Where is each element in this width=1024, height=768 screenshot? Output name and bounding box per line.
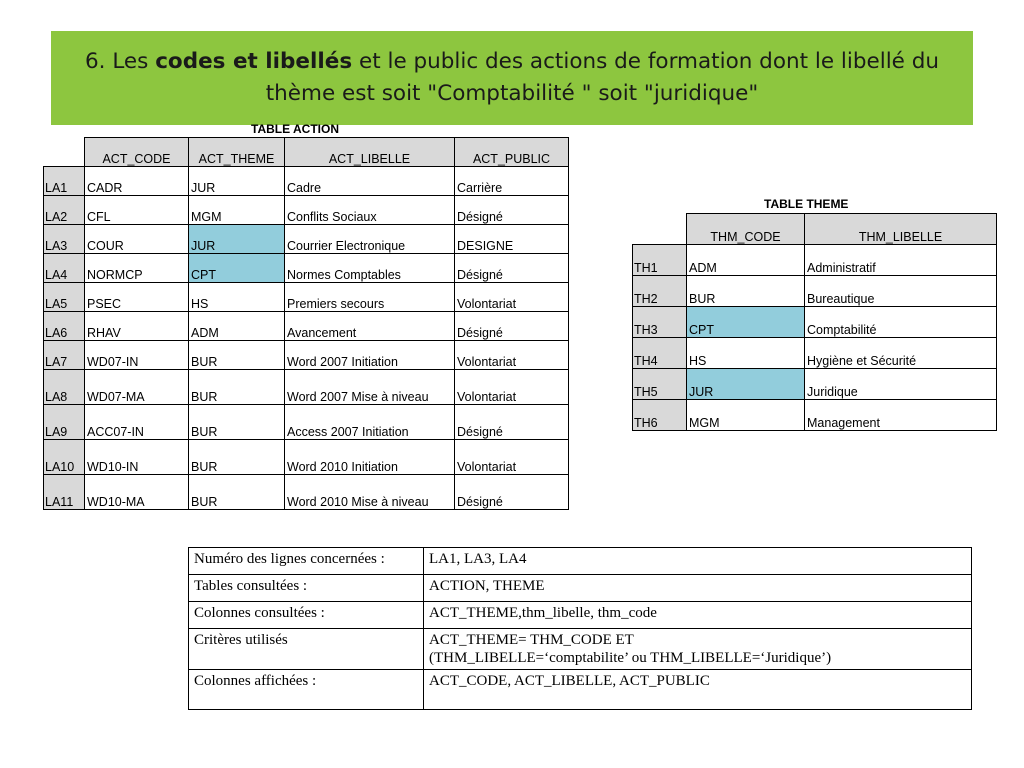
thm-code-cell: MGM (687, 400, 805, 431)
act-code-header: ACT_CODE (85, 138, 189, 167)
act-public-cell: Volontariat (455, 440, 569, 475)
act-libelle-header: ACT_LIBELLE (285, 138, 455, 167)
summary-row (189, 575, 972, 602)
theme-row (633, 400, 997, 431)
action-row (44, 254, 569, 283)
theme-row-id-cell: TH6 (633, 400, 687, 431)
act-theme-header: ACT_THEME (189, 138, 285, 167)
thm-code-cell: CPT (687, 307, 805, 338)
act-code-cell: PSEC (85, 283, 189, 312)
thm-code-cell: JUR (687, 369, 805, 400)
action-row (44, 283, 569, 312)
act-theme-cell: BUR (189, 405, 285, 440)
summary-label: Colonnes affichées : (189, 670, 424, 710)
action-table-caption: TABLE ACTION (251, 122, 339, 136)
act-public-cell: Désigné (455, 475, 569, 510)
summary-value (424, 575, 972, 602)
page-title (51, 46, 973, 110)
act-public-cell: Volontariat (455, 283, 569, 312)
theme-row (633, 307, 997, 338)
summary-value (424, 670, 972, 710)
summary-label: Critères utilisés (189, 629, 424, 670)
act-theme-cell: BUR (189, 370, 285, 405)
theme-table (632, 213, 997, 431)
act-libelle-cell: Premiers secours (285, 283, 455, 312)
title-banner (51, 31, 973, 125)
title-bold: codes et libellés (155, 49, 353, 74)
row-id-cell: LA4 (44, 254, 85, 283)
act-libelle-cell: Word 2007 Mise à niveau (285, 370, 455, 405)
summary-value-line: ACT_CODE, ACT_LIBELLE, ACT_PUBLIC (429, 673, 710, 689)
summary-value-line: ACT_THEME,thm_libelle, thm_code (429, 605, 657, 621)
act-libelle-cell: Avancement (285, 312, 455, 341)
summary-value (424, 548, 972, 575)
row-id-cell: LA8 (44, 370, 85, 405)
thm-code-cell: BUR (687, 276, 805, 307)
summary-value-line: (THM_LIBELLE=‘comptabilite’ ou THM_LIBELLE=‘Juridique’) (429, 650, 832, 666)
summary-row (189, 670, 972, 710)
act-code-cell: WD10-IN (85, 440, 189, 475)
act-public-cell: Carrière (455, 167, 569, 196)
act-public-header: ACT_PUBLIC (455, 138, 569, 167)
act-libelle-cell: Word 2007 Initiation (285, 341, 455, 370)
act-libelle-cell: Normes Comptables (285, 254, 455, 283)
action-row (44, 225, 569, 254)
summary-label: Numéro des lignes concernées : (189, 548, 424, 575)
theme-row-id-cell: TH1 (633, 245, 687, 276)
row-id-cell: LA3 (44, 225, 85, 254)
act-theme-cell: MGM (189, 196, 285, 225)
act-theme-cell: ADM (189, 312, 285, 341)
act-theme-cell: JUR (189, 167, 285, 196)
summary-value-line: ACTION, THEME (429, 578, 545, 594)
act-theme-cell: HS (189, 283, 285, 312)
act-code-cell: RHAV (85, 312, 189, 341)
theme-corner-cell (633, 214, 687, 245)
summary-value (424, 629, 972, 670)
summary-label: Colonnes consultées : (189, 602, 424, 629)
act-libelle-cell: Word 2010 Mise à niveau (285, 475, 455, 510)
act-libelle-cell: Cadre (285, 167, 455, 196)
summary-row (189, 629, 972, 670)
act-public-cell: Désigné (455, 312, 569, 341)
act-libelle-cell: Conflits Sociaux (285, 196, 455, 225)
summary-label: Tables consultées : (189, 575, 424, 602)
summary-row (189, 548, 972, 575)
act-public-cell: Volontariat (455, 370, 569, 405)
summary-value (424, 602, 972, 629)
act-public-cell: Désigné (455, 196, 569, 225)
title-prefix: 6. Les (84, 49, 156, 74)
act-code-cell: CFL (85, 196, 189, 225)
theme-table-caption: TABLE THEME (764, 197, 849, 211)
act-code-cell: NORMCP (85, 254, 189, 283)
row-id-cell: LA7 (44, 341, 85, 370)
action-row (44, 196, 569, 225)
theme-row-id-cell: TH5 (633, 369, 687, 400)
act-code-cell: COUR (85, 225, 189, 254)
act-code-cell: ACC07-IN (85, 405, 189, 440)
act-theme-cell: JUR (189, 225, 285, 254)
act-public-cell: Désigné (455, 405, 569, 440)
thm-libelle-cell: Administratif (805, 245, 997, 276)
theme-row (633, 276, 997, 307)
thm-libelle-header: THM_LIBELLE (805, 214, 997, 245)
act-theme-cell: BUR (189, 341, 285, 370)
thm-code-header: THM_CODE (687, 214, 805, 245)
title-rest: et le public des actions de formation dont le libellé du thème est soit "Comptabilité " soit "juridique" (265, 49, 940, 106)
theme-row (633, 338, 997, 369)
act-libelle-cell: Word 2010 Initiation (285, 440, 455, 475)
thm-libelle-cell: Comptabilité (805, 307, 997, 338)
row-id-cell: LA9 (44, 405, 85, 440)
action-table (43, 137, 569, 510)
theme-header-row (633, 214, 997, 245)
row-id-cell: LA6 (44, 312, 85, 341)
thm-libelle-cell: Hygiène et Sécurité (805, 338, 997, 369)
row-id-cell: LA5 (44, 283, 85, 312)
summary-value-line: LA1, LA3, LA4 (429, 551, 527, 567)
theme-row-id-cell: TH4 (633, 338, 687, 369)
thm-code-cell: ADM (687, 245, 805, 276)
act-public-cell: Volontariat (455, 341, 569, 370)
action-row (44, 370, 569, 405)
action-header-row (44, 138, 569, 167)
act-theme-cell: BUR (189, 440, 285, 475)
theme-row (633, 245, 997, 276)
act-theme-cell: CPT (189, 254, 285, 283)
row-id-cell: LA10 (44, 440, 85, 475)
action-row (44, 405, 569, 440)
act-libelle-cell: Courrier Electronique (285, 225, 455, 254)
theme-row-id-cell: TH3 (633, 307, 687, 338)
action-row (44, 475, 569, 510)
row-id-cell: LA11 (44, 475, 85, 510)
act-code-cell: WD07-MA (85, 370, 189, 405)
theme-row-id-cell: TH2 (633, 276, 687, 307)
action-row (44, 312, 569, 341)
action-row (44, 167, 569, 196)
thm-libelle-cell: Bureautique (805, 276, 997, 307)
action-row (44, 341, 569, 370)
act-theme-cell: BUR (189, 475, 285, 510)
summary-value-line: ACT_THEME= THM_CODE ET (429, 632, 634, 648)
act-code-cell: WD07-IN (85, 341, 189, 370)
act-libelle-cell: Access 2007 Initiation (285, 405, 455, 440)
act-code-cell: WD10-MA (85, 475, 189, 510)
action-row (44, 440, 569, 475)
summary-row (189, 602, 972, 629)
act-code-cell: CADR (85, 167, 189, 196)
act-public-cell: Désigné (455, 254, 569, 283)
action-corner-cell (44, 138, 85, 167)
row-id-cell: LA1 (44, 167, 85, 196)
theme-row (633, 369, 997, 400)
thm-code-cell: HS (687, 338, 805, 369)
row-id-cell: LA2 (44, 196, 85, 225)
summary-table (188, 547, 972, 710)
thm-libelle-cell: Juridique (805, 369, 997, 400)
act-public-cell: DESIGNE (455, 225, 569, 254)
thm-libelle-cell: Management (805, 400, 997, 431)
